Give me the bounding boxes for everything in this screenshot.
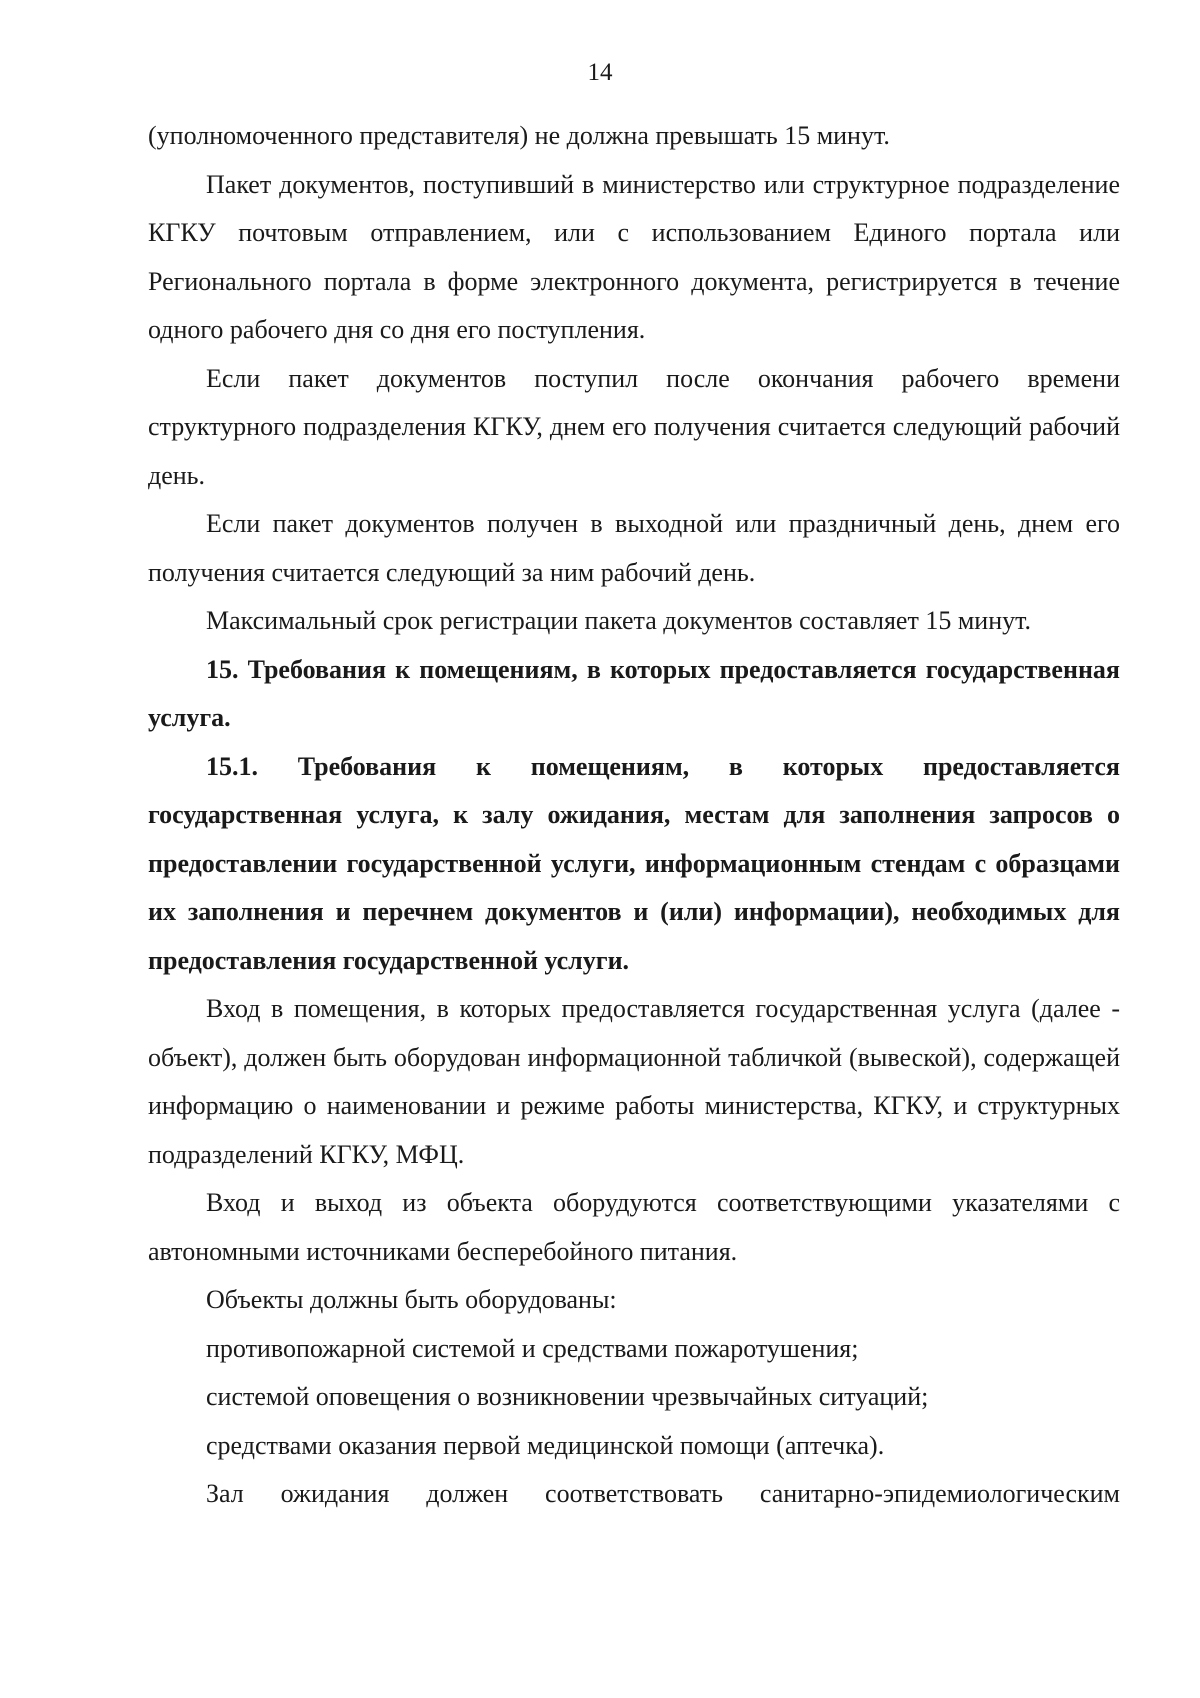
page-number: 14	[587, 59, 613, 86]
paragraph-entrance-sign: Вход в помещения, в которых предоставляется государственная услуга (далее - объект), должен быть оборудован информационной табличкой (вывеской), содержащей информацию о наименовании и режиме работы министерства, КГКУ, и структурных подразделений КГКУ, МФЦ.	[148, 994, 1120, 1169]
paragraph-holiday: Если пакет документов получен в выходной или праздничный день, днем его получения считается следующий за ним рабочий день.	[148, 509, 1120, 587]
paragraph-document-package: Пакет документов, поступивший в министерство или структурное подразделение КГКУ почтовым отправлением, или с использованием Единого портала или Регионального портала в форме электронного документа, регистрируется в течение одного рабочего дня со дня его поступления.	[148, 169, 1120, 344]
paragraph-continuation: (уполномоченного представителя) не должна превышать 15 минут.	[148, 121, 890, 150]
list-item-emergency-alert: системой оповещения о возникновении чрезвычайных ситуаций;	[206, 1382, 929, 1411]
section-heading-15: 15. Требования к помещениям, в которых предоставляется государственная услуга.	[148, 654, 1120, 732]
paragraph-after-hours: Если пакет документов поступил после окончания рабочего времени структурного подразделения КГКУ, днем его получения считается следующий рабочий день.	[148, 363, 1120, 490]
document-body	[148, 112, 1120, 1519]
section-heading-15-1: 15.1. Требования к помещениям, в которых предоставляется государственная услуга, к залу ожидания, местам для заполнения запросов о предоставлении государственной услуги, информационным стендам с образцами их заполнения и перечнем документов и (или) информации), необходимых для предоставления государственной услуги.	[148, 751, 1120, 975]
paragraph-entrance-exit: Вход и выход из объекта оборудуются соответствующими указателями с автономными источниками бесперебойного питания.	[148, 1188, 1120, 1266]
paragraph-waiting-hall: Зал ожидания должен соответствовать санитарно-эпидемиологическим	[206, 1479, 1120, 1508]
paragraph-equipment-intro: Объекты должны быть оборудованы:	[206, 1285, 617, 1314]
paragraph-max-registration: Максимальный срок регистрации пакета документов составляет 15 минут.	[206, 606, 1032, 635]
list-item-fire-system: противопожарной системой и средствами пожаротушения;	[206, 1333, 859, 1363]
list-item-first-aid: средствами оказания первой медицинской помощи (аптечка).	[206, 1430, 885, 1460]
